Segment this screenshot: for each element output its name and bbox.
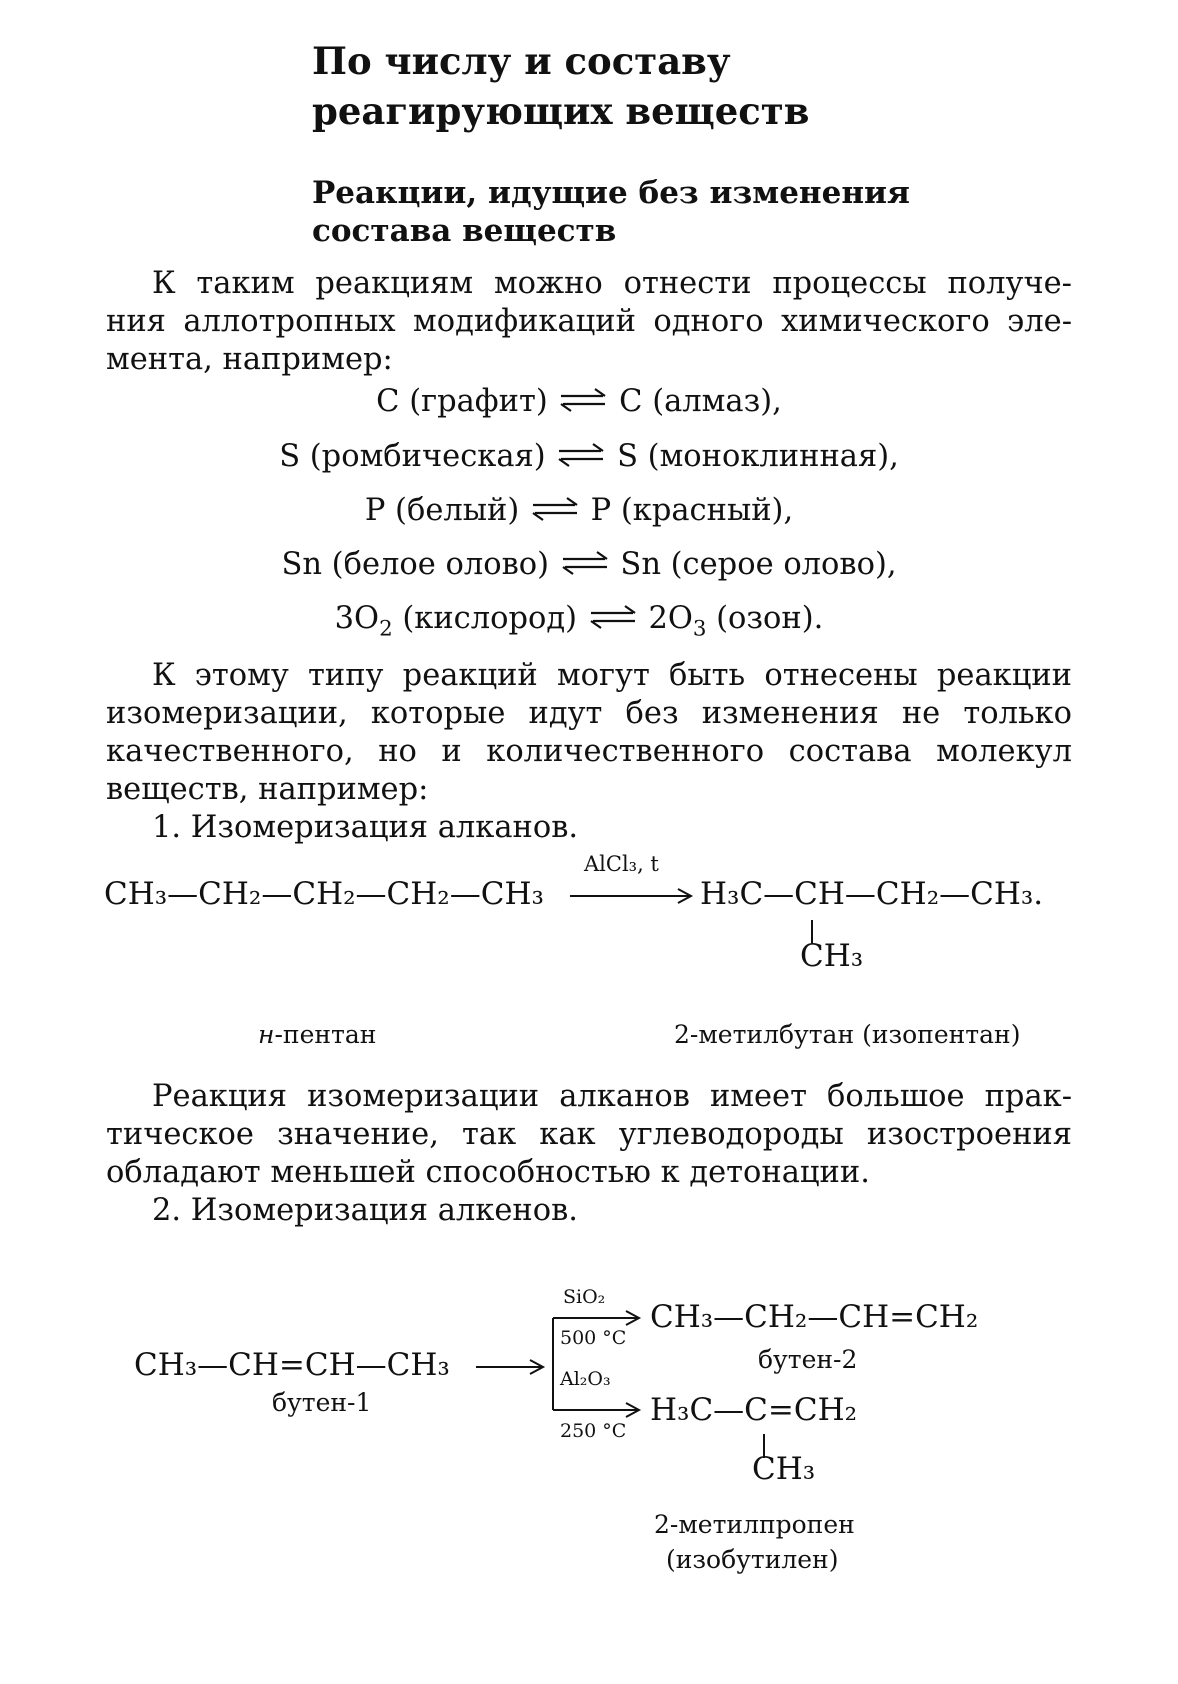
subscript: 2 [379, 616, 393, 642]
paragraph-line: К таким реакциям можно отнести процессы получе- [152, 266, 1072, 301]
condition-catalyst-1: SiO₂ [563, 1286, 606, 1308]
name-suffix: -пентан [274, 1020, 377, 1049]
methyl-branch: CH₃ [800, 938, 864, 974]
reactant: 3O [334, 601, 380, 636]
product: Р (красный), [590, 493, 794, 528]
paragraph-line: изомеризации, которые идут без изменения не только [106, 696, 1072, 731]
paragraph-line: качественного, но и количественного состава молекул [106, 734, 1072, 769]
paragraph-line: К этому типу реакций могут быть отнесены реакции [152, 658, 1072, 693]
product-butene-2: CH₃—CH₂—CH=CH₂ [650, 1299, 979, 1335]
section-title-line-1: По числу и составу [312, 39, 731, 83]
methyl-branch-2: CH₃ [752, 1451, 816, 1487]
reactant: Sn (белое олово) [281, 547, 550, 582]
reactant: С (графит) [376, 384, 548, 419]
paragraph-line: Реакция изомеризации алканов имеет большое прак- [152, 1079, 1072, 1114]
reactant: S (ромбическая) [279, 439, 546, 474]
italic-prefix: н [258, 1020, 275, 1049]
list-item-alkanes: 1. Изомеризация алканов. [152, 810, 579, 845]
name-isobutylene: (изобутилен) [666, 1545, 839, 1574]
subsection-title-line-1: Реакции, идущие без изменения [312, 175, 910, 211]
reactant-pentane: CH₃—CH₂—CH₂—CH₂—CH₃ [104, 876, 544, 912]
paragraph-line: ния аллотропных модификаций одного химического эле- [106, 304, 1072, 339]
name-butene-2: бутен-2 [758, 1345, 858, 1374]
name-isopentane: 2-метилбутан (изопентан) [674, 1020, 1021, 1049]
paragraph-line: тическое значение, так как углеводороды изостроения [106, 1117, 1072, 1152]
reaction-conditions: AlCl₃, t [584, 852, 659, 876]
subsection-title-line-2: состава веществ [312, 213, 617, 249]
product: С (алмаз), [619, 384, 782, 419]
product-name: (озон). [706, 601, 824, 636]
paragraph-line: веществ, например: [106, 772, 429, 807]
section-title-line-2: реагирующих веществ [312, 89, 810, 133]
list-item-alkenes: 2. Изомеризация алкенов. [152, 1193, 578, 1228]
subscript: 3 [692, 616, 707, 642]
reactant-name: (кислород) [392, 601, 578, 636]
condition-catalyst-2: Al₂O₃ [560, 1368, 611, 1390]
paragraph-line: обладают меньшей способностью к детонации. [106, 1155, 870, 1190]
product-isopentane: H₃C—CH—CH₂—CH₃. [700, 876, 1044, 912]
product: S (моноклинная), [617, 439, 899, 474]
reactant-butene-1: CH₃—CH=CH—CH₃ [134, 1347, 450, 1383]
product-isobutylene: H₃C—C=CH₂ [650, 1392, 858, 1428]
paragraph-line: мента, например: [106, 342, 393, 377]
reactant: Р (белый) [364, 493, 520, 528]
condition-temperature-1: 500 °C [560, 1327, 627, 1349]
name-2-methylpropene: 2-метилпропен [654, 1510, 855, 1539]
product: Sn (серое олово), [620, 547, 897, 582]
product: 2O [648, 601, 693, 636]
name-butene-1: бутен-1 [272, 1388, 372, 1417]
condition-temperature-2: 250 °C [560, 1420, 627, 1442]
